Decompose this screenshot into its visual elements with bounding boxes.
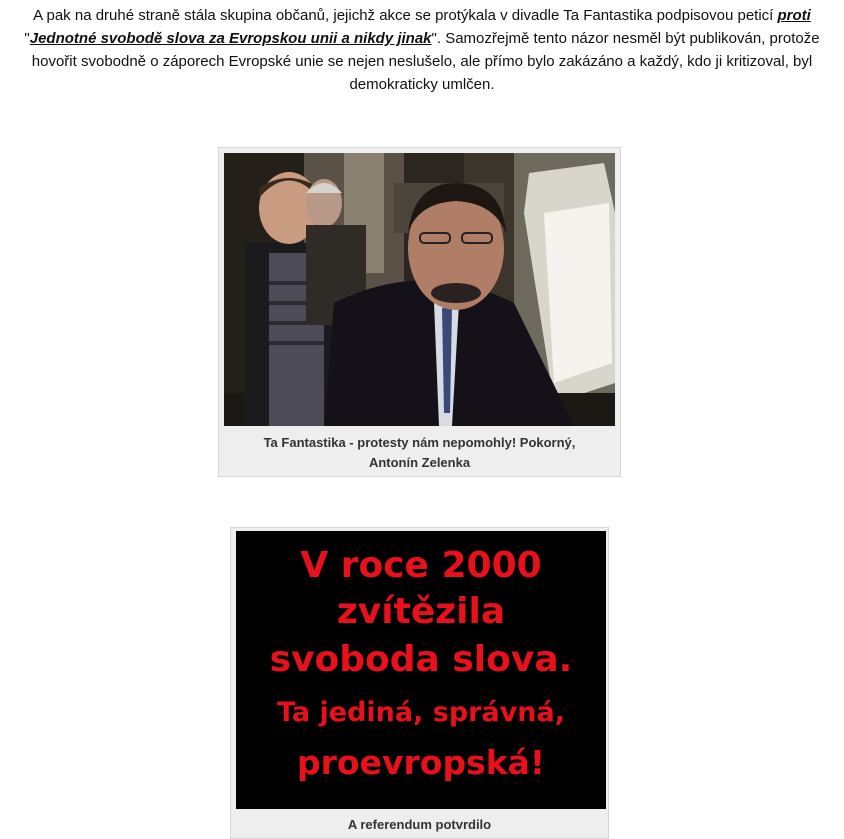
slogan-image[interactable] <box>236 531 606 809</box>
slogan-line-2: zvítězila <box>336 591 506 632</box>
intro-text-part1: A pak na druhé straně stála skupina občanů, jejichž akce se protýkala v divadle Ta Fantastika podpisovou peticí <box>33 7 778 24</box>
link-proti[interactable]: proti <box>777 7 811 24</box>
figure1-caption: Ta Fantastika - protesty nám nepomohly! Pokorný, Antonín Zelenka <box>263 435 576 470</box>
figure-photo-ta-fantastika <box>218 147 621 477</box>
slogan-line-3: svoboda slova. <box>269 639 573 680</box>
link-petition-title[interactable]: Jednotné svobodě slova za Evropskou unii a nikdy jinak <box>29 30 432 47</box>
slogan-line-5: proevropská! <box>297 743 545 782</box>
intro-text-part2: ". Samozřejmě tento názor nesměl být publikován, protože hovořit svobodně o záporech Evropské unie se nejen neslušelo, ale přímo bylo zakázáno a každý, kdo ji kritizoval, byl demokraticky umlčen. <box>31 30 820 93</box>
photo-illustration <box>224 153 615 426</box>
photo-men-leaving-building[interactable] <box>224 153 615 426</box>
figure-slogan <box>230 527 609 839</box>
intro-paragraph <box>0 4 844 96</box>
intro-quote-open: " <box>24 30 30 47</box>
slogan-line-1: V roce 2000 <box>300 545 542 586</box>
figure2-caption: A referendum potvrdilo <box>347 817 492 832</box>
slogan-line-4: Ta jediná, správná, <box>276 697 566 728</box>
